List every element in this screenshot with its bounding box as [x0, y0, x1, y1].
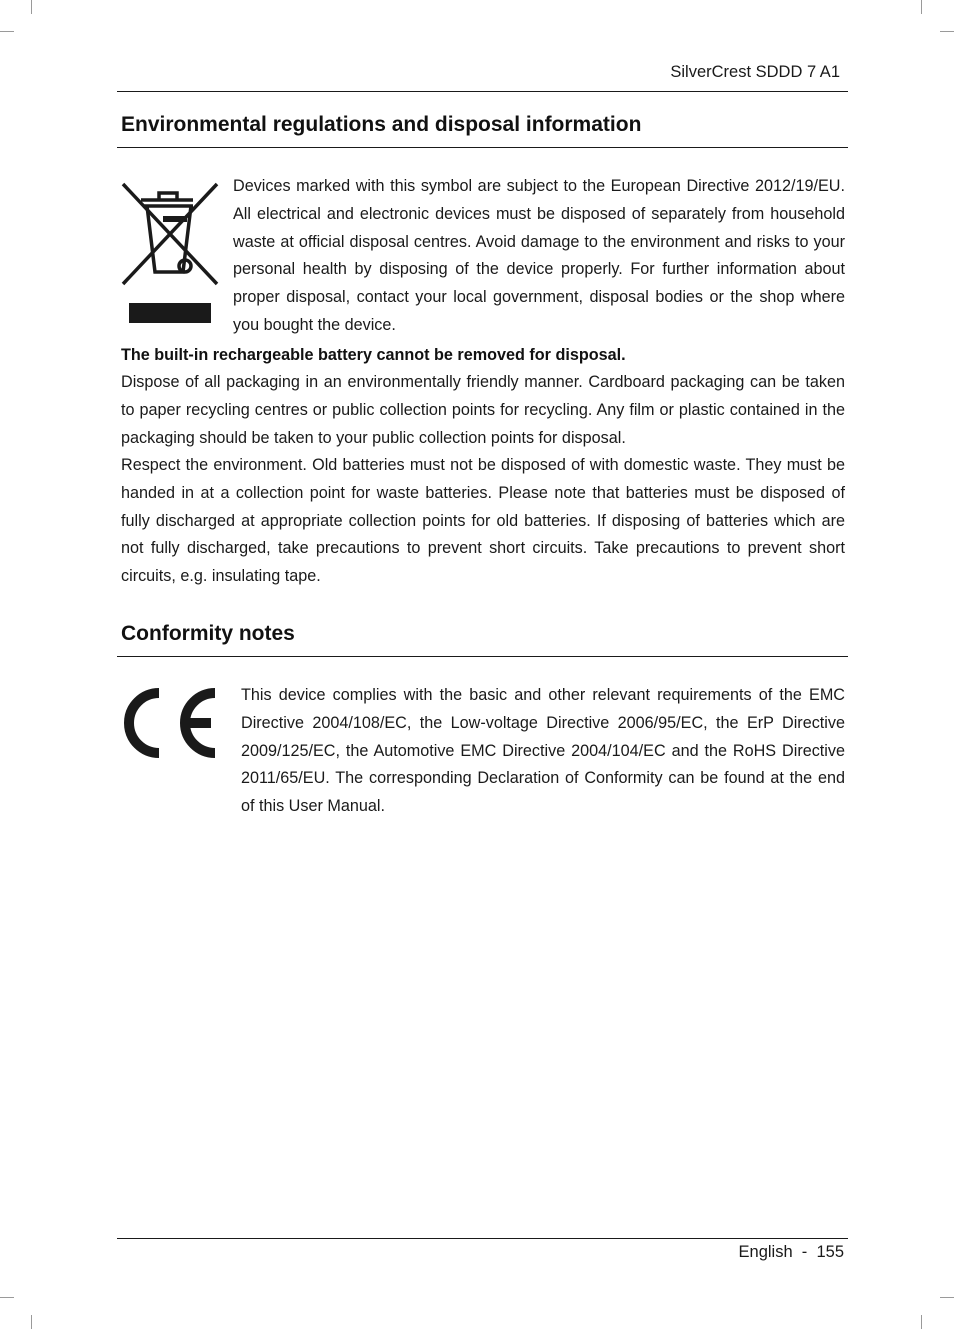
- crop-mark: [0, 31, 14, 32]
- crop-mark: [0, 1297, 14, 1298]
- crop-mark: [940, 1297, 954, 1298]
- ce-mark-icon: [119, 686, 221, 760]
- crop-mark: [921, 1315, 922, 1329]
- crop-mark: [921, 0, 922, 14]
- conformity-text: This device complies with the basic and other relevant requirements of the EMC Directive 2004/108/EC, the Low-voltage Directive 2006/95/EC, the ErP Directive 2009/125/EC, the Automotive EMC Directive 2004/104/EC and the RoHS Directive 2011/65/EU. The corresponding Declaration of Conformity can be found at the end of this User Manual.: [241, 686, 845, 816]
- footer-rule: [117, 1238, 848, 1239]
- crop-mark: [940, 31, 954, 32]
- weee-intro-text: Devices marked with this symbol are subject to the European Directive 2012/19/EU. All electrical and electronic devices must be disposed of separately from household waste at official disposal centres. Avoid damage to the environment and risks to your personal health by disposing of the device properly. For further information about proper disposal, contact your local government, disposal bodies or the shop where you bought the device.: [233, 177, 845, 334]
- crop-mark: [31, 0, 32, 14]
- battery-note: The built-in rechargeable battery cannot be removed for disposal.: [121, 346, 626, 364]
- batteries-text: Respect the environment. Old batteries must not be disposed of with domestic waste. They must be handed in at a collection point for waste batteries. Please note that batteries must be disposed of fully discharged at appropriate collection points for old batteries. If disposing of batteries which are not fully discharged, take precautions to prevent short circuits. Take precautions to prevent short circuits, e.g. insulating tape.: [121, 456, 845, 586]
- crop-mark: [31, 1315, 32, 1329]
- section-rule: [117, 147, 848, 148]
- running-header: SilverCrest SDDD 7 A1: [670, 63, 840, 81]
- header-rule: [117, 91, 848, 92]
- section-rule: [117, 656, 848, 657]
- page-footer: English - 155: [738, 1243, 844, 1261]
- packaging-text: Dispose of all packaging in an environmentally friendly manner. Cardboard packaging can be taken to paper recycling centres or public collection points for recycling. Any film or plastic contained in the packaging should be taken to your public collection points for disposal.: [121, 373, 845, 447]
- crossed-out-wheelie-bin-icon: [119, 180, 221, 326]
- section-title-conformity: Conformity notes: [121, 622, 295, 645]
- section-title-environmental: Environmental regulations and disposal information: [121, 113, 642, 136]
